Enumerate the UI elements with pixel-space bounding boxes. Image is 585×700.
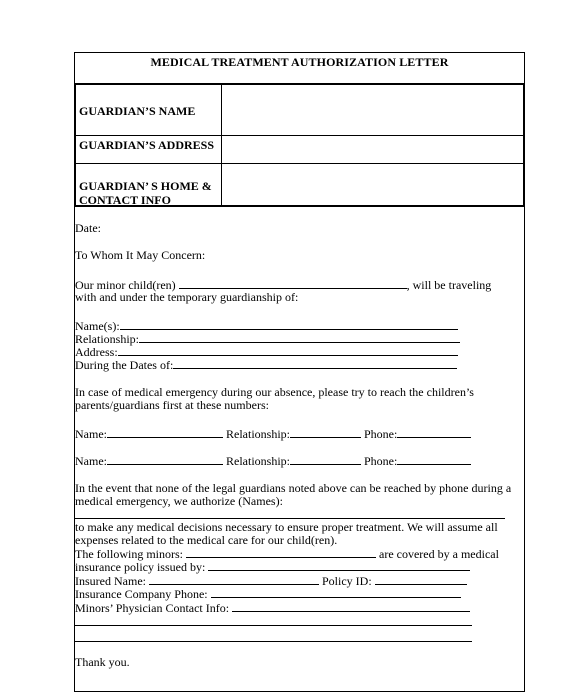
minor-names-field[interactable] (179, 277, 407, 289)
guardian-name-field[interactable] (222, 85, 523, 135)
decisions-line2: expenses related to the medical care for our child(ren). (75, 533, 338, 547)
minor-suffix: , will be traveling (406, 278, 492, 292)
physician-line (75, 600, 470, 615)
physician-field-line2[interactable] (75, 625, 472, 626)
closing: Thank you. (75, 655, 130, 669)
insured-name-field[interactable] (149, 573, 319, 585)
insurance-issued-label: insurance policy issued by: (75, 560, 206, 574)
contact-name-field[interactable] (107, 426, 223, 438)
relationship-field[interactable] (139, 331, 460, 343)
date-label: Date: (75, 221, 101, 235)
insurance-phone-line (75, 586, 461, 601)
contact-phone-field[interactable] (397, 453, 471, 465)
minor-line2: with and under the temporary guardianship of: (75, 290, 299, 304)
minors-suffix: are covered by a medical (379, 547, 499, 561)
guardian-address-field[interactable] (222, 136, 523, 163)
relationship-label: Relationship: (75, 332, 139, 346)
authorized-names-field[interactable] (75, 518, 505, 519)
decisions-line1: to make any medical decisions necessary to ensure proper treatment. We will assume all (75, 520, 498, 534)
dates-field[interactable] (173, 357, 457, 369)
policy-id-field[interactable] (375, 573, 467, 585)
emergency-line2: parents/guardians first at these numbers: (75, 398, 269, 412)
salutation: To Whom It May Concern: (75, 248, 206, 262)
physician-field[interactable] (232, 600, 470, 612)
contact-name-label: Name: (75, 427, 107, 441)
physician-field-line3[interactable] (75, 641, 472, 642)
authorize-line1: In the event that none of the legal guardians noted above can be reached by phone during a (75, 481, 512, 495)
minors-label: The following minors: (75, 547, 183, 561)
dates-label: During the Dates of: (75, 358, 174, 372)
insurance-phone-label: Insurance Company Phone: (75, 587, 208, 601)
names-label: Name(s): (75, 319, 120, 333)
contact-phone-label: Phone: (364, 454, 398, 468)
guardian-contact-field[interactable] (222, 164, 523, 205)
contact-relationship-label: Relationship: (226, 454, 290, 468)
contact-row-2 (75, 453, 471, 468)
minors-field[interactable] (186, 546, 376, 558)
insurance-issued-line (75, 559, 470, 574)
document-title: MEDICAL TREATMENT AUTHORIZATION LETTER (150, 55, 449, 69)
insurance-phone-field[interactable] (211, 586, 461, 598)
contact-name-label: Name: (75, 454, 107, 468)
contact-phone-field[interactable] (397, 426, 471, 438)
contact-relationship-label: Relationship: (226, 427, 290, 441)
insurance-issued-field[interactable] (208, 559, 470, 571)
guardian-contact-label-line1: GUARDIAN’ S HOME & (79, 179, 212, 193)
address-label: Address: (75, 345, 118, 359)
guardian-name-label: GUARDIAN’S NAME (79, 104, 196, 118)
names-field[interactable] (120, 318, 458, 330)
contact-relationship-field[interactable] (290, 426, 361, 438)
physician-label: Minors’ Physician Contact Info: (75, 601, 230, 615)
guardian-contact-label-line2: CONTACT INFO (79, 193, 171, 207)
contact-name-field[interactable] (107, 453, 223, 465)
guardian-info-table (74, 83, 525, 207)
contact-phone-label: Phone: (364, 427, 398, 441)
contact-row-1 (75, 426, 471, 441)
minor-intro: Our minor child(ren) (75, 278, 176, 292)
guardian-address-label: GUARDIAN’S ADDRESS (79, 138, 215, 152)
authorize-line2: medical emergency, we authorize (Names): (75, 494, 283, 508)
dates-line (75, 357, 457, 372)
policy-id-label: Policy ID: (321, 574, 372, 588)
address-field[interactable] (118, 344, 458, 356)
emergency-line1: In case of medical emergency during our absence, please try to reach the children’s (75, 385, 474, 399)
insured-name-label: Insured Name: (75, 574, 146, 588)
contact-relationship-field[interactable] (290, 453, 361, 465)
